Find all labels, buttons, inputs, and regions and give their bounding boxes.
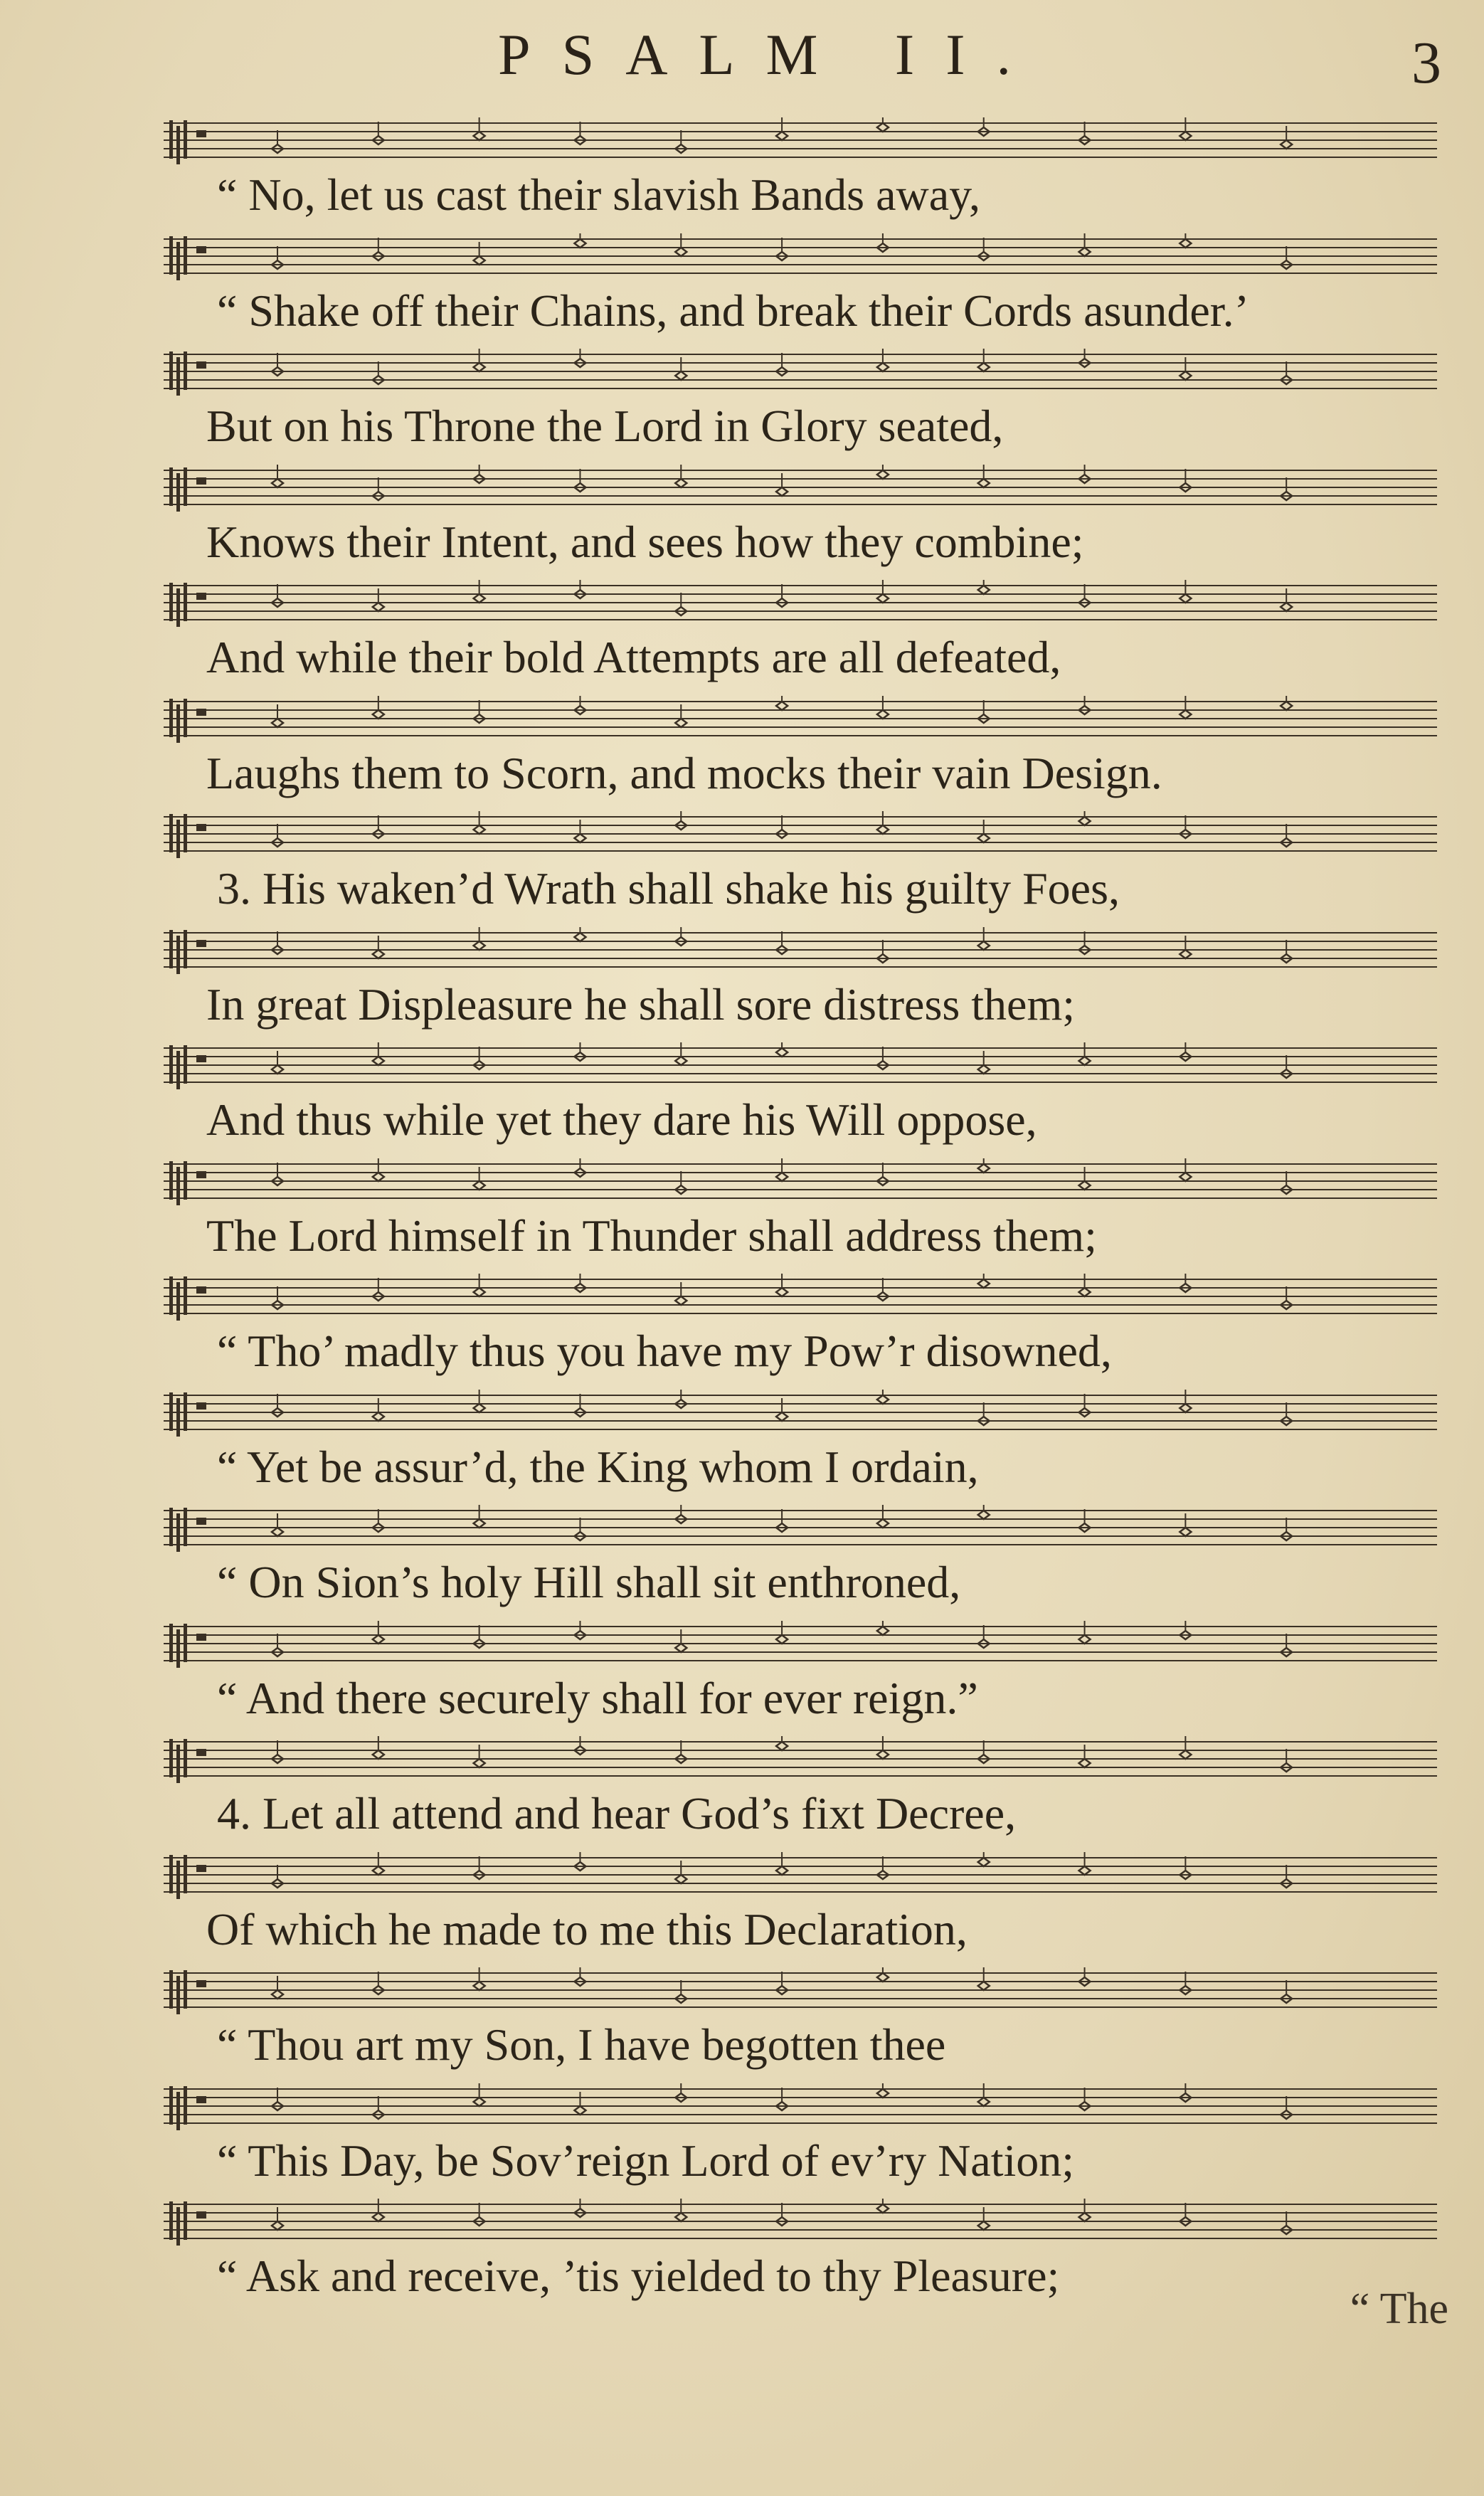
note-head [1079,1288,1091,1296]
staff [164,927,1437,977]
note-head [1281,702,1292,710]
note-head [675,479,687,487]
lyric-line: And thus while yet they dare his Will oppose, [206,1094,1037,1145]
note-head [978,363,990,371]
note-head [675,1057,687,1065]
music-systems [0,117,1484,2315]
staff [164,1390,1437,1439]
staff [164,1852,1437,1902]
note-head [877,470,889,479]
note-head [1180,1528,1191,1536]
note-head [978,479,990,487]
note-head [574,2106,585,2115]
note-head [877,123,889,132]
note-head [675,719,687,727]
note-head [877,1973,889,1982]
music-system [0,465,1484,581]
staff [164,233,1437,283]
note-head [474,363,485,371]
note-head [474,1759,485,1767]
note-head [978,586,990,594]
staff [164,811,1437,861]
note-head [877,710,889,719]
note-head [978,1164,990,1173]
note-head [1180,1404,1191,1412]
music-system [0,1390,1484,1506]
note-head [474,1181,485,1190]
note-head [373,2213,384,2221]
note-head [776,702,788,710]
music-system [0,927,1484,1043]
note-head [877,1519,889,1528]
lyric-line: 3. His waken’d Wrath shall shake his guilty Foes, [217,863,1120,914]
music-system [0,1505,1484,1621]
note-head [978,2098,990,2106]
note-head [574,933,585,941]
note-head [1079,817,1091,825]
note-head [675,1644,687,1652]
lyric-line: “ Ask and receive, ’tis yielded to thy Pleasure; [217,2251,1060,2301]
note-head [1281,603,1292,611]
note-head [474,594,485,603]
lyric-line: “ On Sion’s holy Hill shall sit enthroned, [217,1557,961,1607]
note-head [474,132,485,140]
note-head [474,941,485,950]
note-head [474,825,485,834]
staff [164,696,1437,746]
note-head [373,1750,384,1759]
note-head [373,1173,384,1181]
note-head [1079,1866,1091,1875]
note-head [1079,248,1091,256]
note-head [1180,1750,1191,1759]
lyric-line: “ Shake off their Chains, and break their Cords asunder.’ [217,285,1249,336]
lyric-line: “ Thou art my Son, I have begotten thee [217,2019,946,2070]
lyric-line: 4. Let all attend and hear God’s fixt Decree, [217,1788,1017,1839]
note-head [574,834,585,842]
lyric-line: “ No, let us cast their slavish Bands away, [217,169,980,220]
staff [164,1621,1437,1671]
lyric-line: “ And there securely shall for ever reign.” [217,1672,978,1723]
running-title: PSALM II. [498,22,1043,87]
note-head [675,371,687,380]
note-head [877,363,889,371]
note-head [1180,1173,1191,1181]
note-head [978,1858,990,1866]
note-head [978,1982,990,1990]
note-head [574,239,585,248]
note-head [978,1065,990,1074]
note-head [1281,140,1292,149]
note-head [1180,371,1191,380]
note-head [877,594,889,603]
note-head [877,1627,889,1635]
note-head [1180,594,1191,603]
music-system [0,1158,1484,1274]
music-system [0,1274,1484,1390]
staff [164,1158,1437,1208]
music-system [0,1042,1484,1158]
note-head [474,2098,485,2106]
note-head [373,603,384,611]
note-head [1079,2213,1091,2221]
note-head [1180,239,1191,248]
note-head [373,1412,384,1421]
staff [164,349,1437,398]
staff [164,1042,1437,1092]
staff [164,465,1437,514]
note-head [776,1412,788,1421]
note-head [373,1057,384,1065]
note-head [877,825,889,834]
lyric-line: Of which he made to me this Declaration, [206,1903,968,1955]
note-head [373,1866,384,1875]
note-head [978,834,990,842]
note-head [776,1866,788,1875]
music-system [0,349,1484,465]
music-system [0,1736,1484,1852]
note-head [474,1404,485,1412]
staff [164,1736,1437,1786]
music-system [0,580,1484,696]
note-head [474,1519,485,1528]
lyric-line: Laughs them to Scorn, and mocks their vain Design. [206,747,1162,798]
note-head [1079,1759,1091,1767]
note-head [776,132,788,140]
note-head [877,2204,889,2213]
note-head [1180,132,1191,140]
staff [164,580,1437,630]
lyric-line: “ Tho’ madly thus you have my Pow’r disowned, [217,1326,1112,1376]
note-head [272,479,283,487]
music-system [0,2199,1484,2315]
lyric-line: “ This Day, be Sov’reign Lord of ev’ry Nation; [217,2135,1075,2186]
catchword: “ The [1350,2285,1448,2333]
note-head [272,1065,283,1074]
note-head [675,2213,687,2221]
note-head [272,1528,283,1536]
note-head [877,2089,889,2098]
lyric-line: And while their bold Attempts are all defeated, [206,632,1061,682]
music-system [0,1621,1484,1737]
note-head [776,1635,788,1644]
note-head [776,1742,788,1750]
music-system [0,2083,1484,2199]
lyric-line: Knows their Intent, and sees how they combine; [206,516,1084,567]
note-head [272,719,283,727]
staff [164,2199,1437,2248]
staff [164,1967,1437,2017]
note-head [978,1279,990,1288]
note-head [978,941,990,950]
note-head [474,256,485,265]
note-head [272,1990,283,1999]
note-head [373,710,384,719]
note-head [272,2221,283,2230]
note-head [877,1395,889,1404]
note-head [474,1288,485,1296]
note-head [776,487,788,496]
page-header [0,21,1484,107]
note-head [1180,950,1191,958]
note-head [776,1288,788,1296]
music-system [0,117,1484,233]
note-head [675,248,687,256]
music-system [0,233,1484,349]
note-head [373,950,384,958]
page-number: 3 [1411,30,1441,96]
lyric-line: In great Displeasure he shall sore distress them; [206,978,1075,1030]
music-system [0,1967,1484,2083]
note-head [776,1173,788,1181]
note-head [675,1875,687,1883]
lyric-line: “ Yet be assur’d, the King whom I ordain, [217,1441,979,1492]
note-head [675,1296,687,1305]
staff [164,1274,1437,1323]
note-head [877,1750,889,1759]
music-system [0,811,1484,927]
music-system [0,1852,1484,1968]
note-head [776,1048,788,1057]
staff [164,1505,1437,1555]
lyric-line: But on his Throne the Lord in Glory seated, [206,401,1004,451]
note-head [373,1635,384,1644]
note-head [1079,1057,1091,1065]
note-head [474,1982,485,1990]
staff [164,117,1437,167]
music-system [0,696,1484,812]
staff [164,2083,1437,2133]
note-head [1079,1635,1091,1644]
note-head [1180,710,1191,719]
note-head [1079,1181,1091,1190]
note-head [978,2221,990,2230]
note-head [978,1511,990,1519]
lyric-line: The Lord himself in Thunder shall address them; [206,1210,1097,1261]
